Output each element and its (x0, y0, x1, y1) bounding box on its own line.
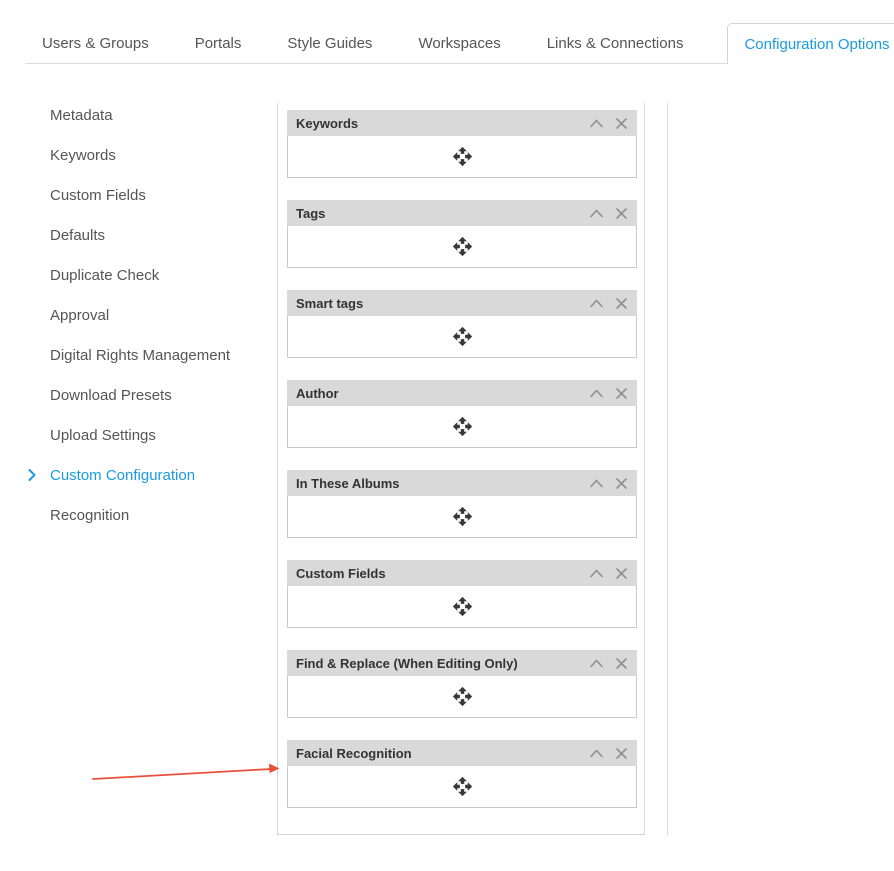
panel-body (287, 406, 637, 448)
config-panel-custom-fields (287, 560, 637, 628)
sidebar-item-label: Metadata (50, 106, 113, 124)
sidebar-item-recognition[interactable] (50, 495, 270, 535)
tab-label: Links & Connections (546, 35, 684, 52)
panel-body (287, 226, 637, 268)
annotation-arrowhead (269, 764, 280, 774)
panel-body (287, 586, 637, 628)
sidebar-item-label: Digital Rights Management (50, 346, 231, 364)
remove-x-icon[interactable] (615, 567, 628, 580)
collapse-chevron-up-icon[interactable] (589, 658, 604, 669)
sidebar-item-label: Defaults (50, 226, 106, 244)
sidebar-item-label: Download Presets (50, 386, 172, 404)
panel-title: Keywords (296, 115, 359, 131)
move-icon[interactable] (452, 326, 473, 347)
config-panel-tags (287, 200, 637, 268)
tab-label: Style Guides (287, 35, 373, 52)
sidebar-item-custom-configuration[interactable] (50, 455, 270, 495)
panel-header[interactable] (287, 290, 637, 316)
collapse-chevron-up-icon[interactable] (589, 748, 604, 759)
panel-header-icons (589, 657, 628, 670)
sidebar-item-upload-settings[interactable] (50, 415, 270, 455)
tab-configuration-options[interactable] (727, 23, 894, 64)
tab-label: Configuration Options (744, 35, 890, 53)
remove-x-icon[interactable] (615, 657, 628, 670)
sidebar-item-custom-fields[interactable] (50, 175, 270, 215)
collapse-chevron-up-icon[interactable] (589, 118, 604, 129)
config-panel-find-replace-when-editing-only (287, 650, 637, 718)
panel-header-icons (589, 387, 628, 400)
sidebar-item-duplicate-check[interactable] (50, 255, 270, 295)
panel-title: Author (296, 385, 339, 401)
panel-title: Find & Replace (When Editing Only) (296, 655, 518, 671)
panel-title: Facial Recognition (296, 745, 412, 761)
remove-x-icon[interactable] (615, 117, 628, 130)
panel-body (287, 676, 637, 718)
panel-header[interactable] (287, 650, 637, 676)
panel-header-icons (589, 747, 628, 760)
sidebar-item-defaults[interactable] (50, 215, 270, 255)
panel-title: Tags (296, 205, 326, 221)
panel-title: In These Albums (296, 475, 400, 491)
panel-header-icons (589, 297, 628, 310)
panel-header[interactable] (287, 470, 637, 496)
panel-header-icons (589, 117, 628, 130)
config-panel-author (287, 380, 637, 448)
tab-users-groups[interactable] (40, 23, 151, 64)
remove-x-icon[interactable] (615, 747, 628, 760)
panel-title: Custom Fields (296, 565, 386, 581)
sidebar-item-label: Keywords (50, 146, 116, 164)
remove-x-icon[interactable] (615, 297, 628, 310)
config-panel-in-these-albums (287, 470, 637, 538)
move-icon[interactable] (452, 236, 473, 257)
tab-workspaces[interactable] (416, 23, 502, 64)
panel-header-icons (589, 477, 628, 490)
collapse-chevron-up-icon[interactable] (589, 478, 604, 489)
panel-body (287, 496, 637, 538)
panel-header[interactable] (287, 740, 637, 766)
sidebar-nav (50, 95, 270, 535)
move-icon[interactable] (452, 506, 473, 527)
panel-body (287, 316, 637, 358)
tab-bar (40, 23, 894, 64)
sidebar-item-approval[interactable] (50, 295, 270, 335)
tab-portals[interactable] (193, 23, 244, 64)
config-panel-keywords (287, 110, 637, 178)
config-panel-facial-recognition (287, 740, 637, 808)
panel-header-icons (589, 207, 628, 220)
panel-header[interactable] (287, 560, 637, 586)
sidebar-item-label: Upload Settings (50, 426, 156, 444)
panel-header[interactable] (287, 200, 637, 226)
panel-header-icons (589, 567, 628, 580)
panel-header[interactable] (287, 110, 637, 136)
sidebar-item-label: Approval (50, 306, 110, 324)
remove-x-icon[interactable] (615, 387, 628, 400)
remove-x-icon[interactable] (615, 207, 628, 220)
tab-label: Users & Groups (42, 35, 149, 52)
sidebar-item-label: Recognition (50, 506, 130, 524)
collapse-chevron-up-icon[interactable] (589, 298, 604, 309)
sidebar-item-digital-rights-management[interactable] (50, 335, 270, 375)
move-icon[interactable] (452, 416, 473, 437)
remove-x-icon[interactable] (615, 477, 628, 490)
annotation-arrow (85, 760, 285, 786)
move-icon[interactable] (452, 686, 473, 707)
panel-body (287, 136, 637, 178)
sidebar-item-label: Duplicate Check (50, 266, 160, 284)
sidebar-item-label: Custom Configuration (50, 466, 196, 484)
collapse-chevron-up-icon[interactable] (589, 388, 604, 399)
sidebar-item-label: Custom Fields (50, 186, 146, 204)
collapse-chevron-up-icon[interactable] (589, 208, 604, 219)
move-icon[interactable] (452, 146, 473, 167)
config-panel-smart-tags (287, 290, 637, 358)
sidebar-item-download-presets[interactable] (50, 375, 270, 415)
collapse-chevron-up-icon[interactable] (589, 568, 604, 579)
move-icon[interactable] (452, 776, 473, 797)
annotation-arrow-shaft (93, 769, 271, 779)
chevron-right-icon (28, 469, 36, 481)
right-column-divider (667, 103, 668, 835)
panel-body (287, 766, 637, 808)
tab-links-connections[interactable] (545, 23, 686, 64)
sidebar-item-metadata[interactable] (50, 95, 270, 135)
tab-label: Portals (194, 35, 242, 52)
panel-header[interactable] (287, 380, 637, 406)
panel-title: Smart tags (296, 295, 364, 311)
move-icon[interactable] (452, 596, 473, 617)
sidebar-item-keywords[interactable] (50, 135, 270, 175)
tab-style-guides[interactable] (285, 23, 374, 64)
tab-label: Workspaces (418, 35, 501, 52)
